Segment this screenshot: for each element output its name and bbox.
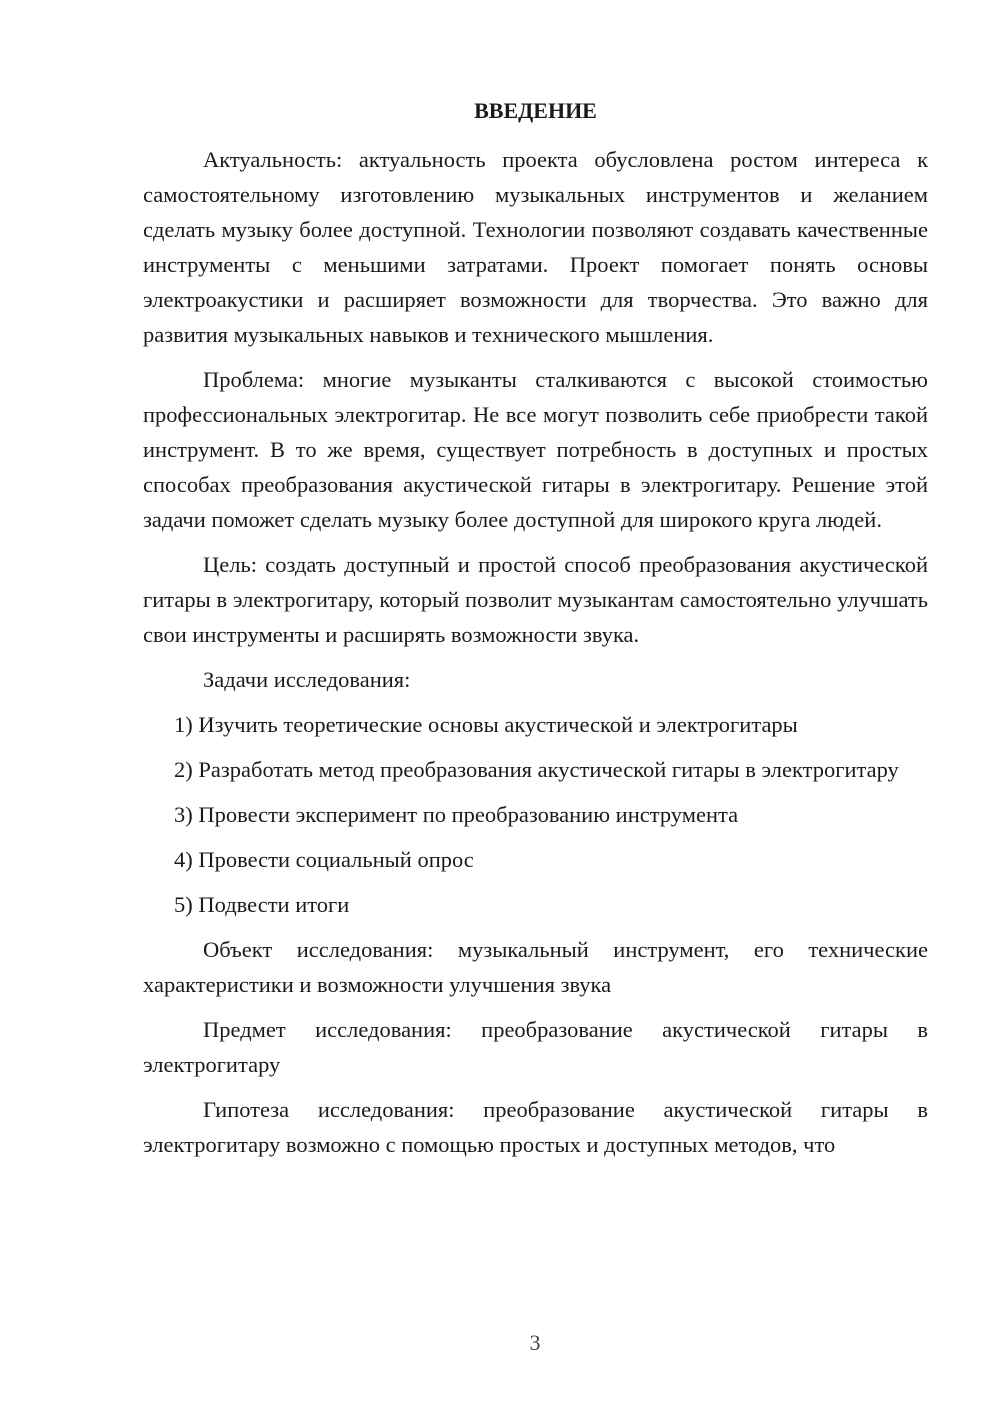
object-paragraph: Объект исследования: музыкальный инструмент, его технические характеристики и возможности улучшения звука bbox=[143, 937, 928, 997]
page-title: ВВЕДЕНИЕ bbox=[474, 98, 597, 123]
task-item: 5) Подвести итоги bbox=[174, 892, 350, 917]
problem-paragraph: Проблема: многие музыканты сталкиваются с высокой стоимостью профессиональных электрогитар. Не все могут позволить себе приобрести такой инструмент. В то же время, существует потребность в доступных и простых способах преобразования акустической гитары в электрогитару. Решение этой задачи поможет сделать музыку более доступной для широкого круга людей. bbox=[143, 367, 928, 532]
task-item: 2) Разработать метод преобразования акустической гитары в электрогитару bbox=[174, 757, 899, 782]
tasks-heading: Задачи исследования: bbox=[203, 667, 411, 692]
goal-paragraph: Цель: создать доступный и простой способ преобразования акустической гитары в электрогитару, который позволит музыкантам самостоятельно улучшать свои инструменты и расширять возможности звука. bbox=[143, 552, 928, 647]
relevance-paragraph: Актуальность: актуальность проекта обусловлена ростом интереса к самостоятельному изготовлению музыкальных инструментов и желанием сделать музыку более доступной. Технологии позволяют создавать качественные инструменты с меньшими затратами. Проект помогает понять основы электроакустики и расширяет возможности для творчества. Это важно для развития музыкальных навыков и технического мышления. bbox=[143, 147, 928, 347]
hypothesis-paragraph: Гипотеза исследования: преобразование акустической гитары в электрогитару возможно с помощью простых и доступных методов, что bbox=[143, 1097, 928, 1157]
page-content bbox=[143, 94, 928, 1162]
task-item: 4) Провести социальный опрос bbox=[174, 847, 474, 872]
task-item: 1) Изучить теоретические основы акустической и электрогитары bbox=[174, 712, 798, 737]
subject-paragraph: Предмет исследования: преобразование акустической гитары в электрогитару bbox=[143, 1017, 928, 1077]
page-number: 3 bbox=[529, 1330, 541, 1355]
task-item: 3) Провести эксперимент по преобразованию инструмента bbox=[174, 802, 739, 827]
